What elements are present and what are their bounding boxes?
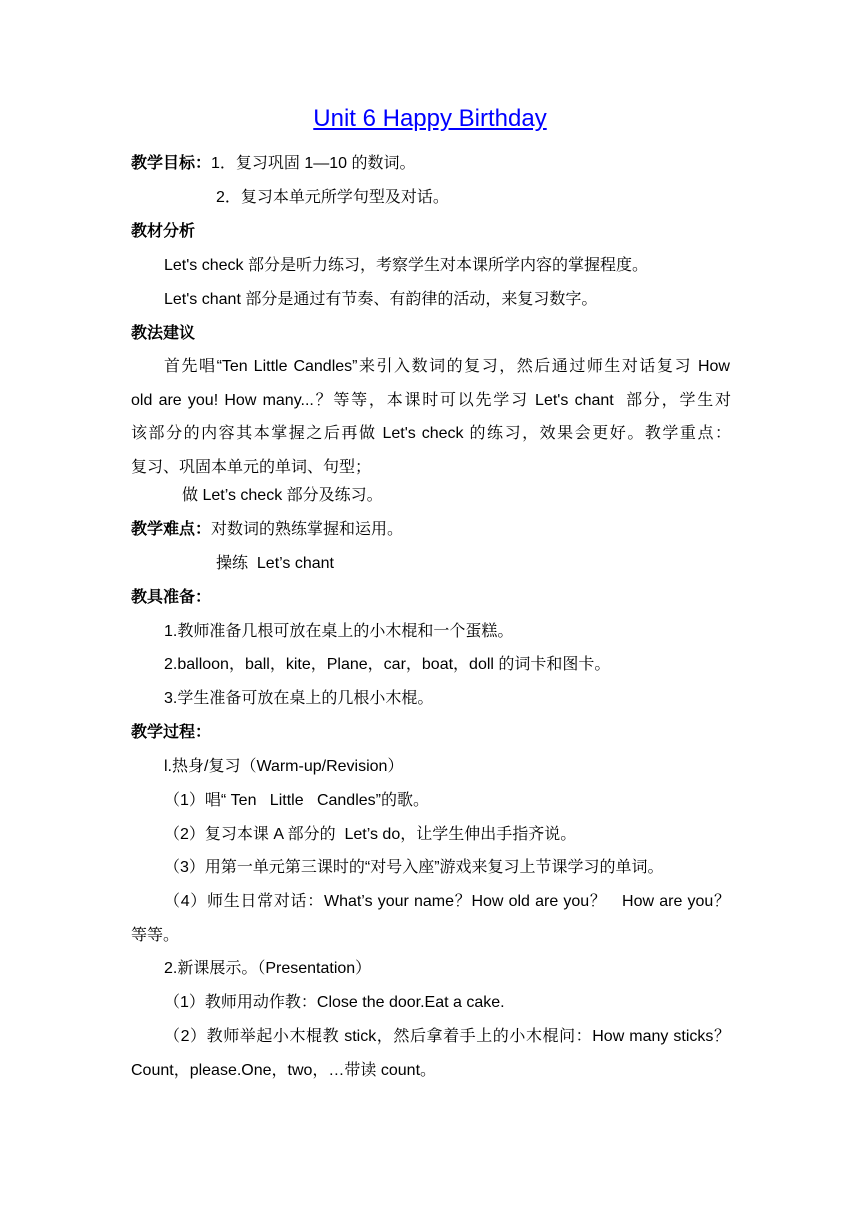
difficulty-1: 对数词的熟练掌握和运用。 <box>211 521 404 538</box>
goal-2: 2．复习本单元所学句型及对话。 <box>216 189 449 206</box>
step-1: l.热身/复习（Warm-up/Revision） <box>164 758 404 775</box>
document-title[interactable]: Unit 6 Happy Birthday <box>313 105 547 132</box>
materials-label: 教具准备： <box>131 589 212 606</box>
difficulty-line <box>131 520 403 540</box>
step-1-2: （2）复习本课 A 部分的 Let’s do，让学生伸出手指齐说。 <box>164 826 577 843</box>
difficulty-label: 教学难点： <box>131 521 212 538</box>
goals-line <box>131 154 416 174</box>
material-3: 3.学生准备可放在桌上的几根小木棍。 <box>164 690 434 707</box>
material-2: 2.balloon，ball，kite，Plane，car，boat，doll 的词卡和图卡。 <box>164 656 611 673</box>
method-line-1: 首先唱“Ten Little Candles”来引入数词的复习，然后通过师生对话复习 How <box>164 358 730 375</box>
step-1-4-line-2: 等等。 <box>131 927 180 944</box>
goal-1: 1．复习巩固 1—10 的数词。 <box>211 155 416 172</box>
difficulty-2: 操练 Let’s chant <box>216 555 334 572</box>
step-2-1: （1）教师用动作教：Close the door.Eat a cake. <box>164 994 505 1011</box>
material-1: 1.教师准备几根可放在桌上的小木棍和一个蛋糕。 <box>164 623 514 640</box>
method-line-5: 做 Let’s check 部分及练习。 <box>182 487 383 504</box>
process-label: 教学过程： <box>131 724 212 741</box>
analysis-paragraph-2: Let's chant 部分是通过有节奏、有韵律的活动，来复习数字。 <box>164 291 598 308</box>
step-1-3: （3）用第一单元第三课时的“对号入座”游戏来复习上节课学习的单词。 <box>164 859 664 876</box>
step-1-4-line-1: （4）师生日常对话：What’s your name？How old are you？ How are you？ <box>164 893 730 910</box>
goals-label: 教学目标： <box>131 155 212 172</box>
method-line-2: old are you! How many...？等等，本课时可以先学习 Let's chant 部分，学生对 <box>131 392 731 409</box>
step-2-2-line-1: （2）教师举起小木棍教 stick，然后拿着手上的小木棍问：How many sticks？ <box>164 1028 730 1045</box>
method-line-3: 该部分的内容其本掌握之后再做 Let's check 的练习，效果会更好。教学重点： <box>131 425 731 442</box>
step-2: 2.新课展示。（Presentation） <box>164 960 372 977</box>
method-line-4: 复习、巩固本单元的单词、句型； <box>131 459 372 476</box>
analysis-heading: 教材分析 <box>131 223 196 240</box>
analysis-paragraph-1: Let's check 部分是听力练习，考察学生对本课所学内容的掌握程度。 <box>164 257 648 274</box>
step-1-1: （1）唱“ Ten Little Candles”的歌。 <box>164 792 429 809</box>
step-2-2-line-2: Count，please.One，two，…带读 count。 <box>131 1062 437 1079</box>
method-heading: 教法建议 <box>131 325 196 342</box>
